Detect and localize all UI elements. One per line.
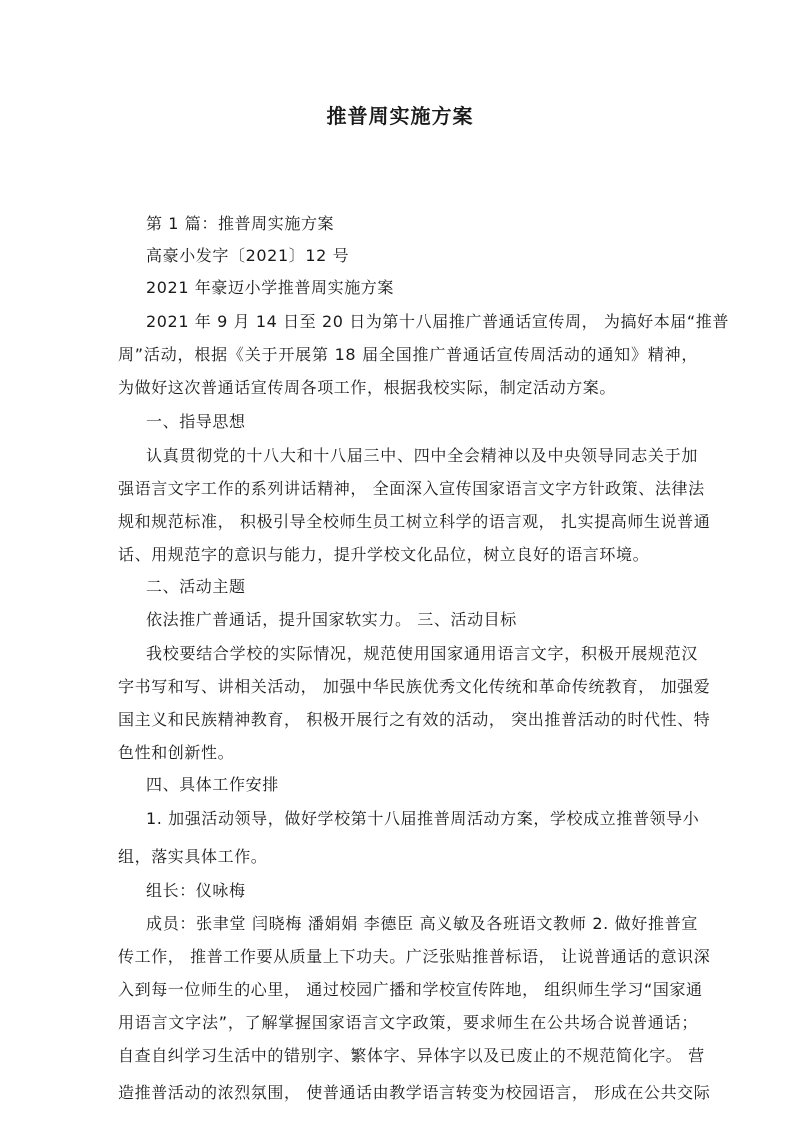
paragraph-line: 组，落实具体工作。: [118, 847, 268, 866]
paragraph-line: 周”活动，根据《关于开展第 18 届全国推广普通话宣传周活动的通知》精神，: [118, 345, 698, 364]
paragraph-line: 我校要结合学校的实际情况，规范使用国家通用语言文字，积极开展规范汉: [146, 644, 698, 663]
heading-guiding-ideology: 一、指导思想: [146, 412, 246, 431]
heading-activity-theme: 二、活动主题: [146, 577, 246, 596]
paragraph-line: 用语言文字法”，了解掌握国家语言文字政策，要求师生在公共场合说普通话；: [118, 1013, 698, 1032]
paragraph-line: 规和规范标准， 积极引导全校师生员工树立科学的语言观， 扎实提高师生说普通: [118, 512, 711, 531]
paragraph-line: 2021 年 9 月 14 日至 20 日为第十八届推广普通话宣传周， 为搞好本届“推普: [146, 312, 729, 331]
subtitle: 2021 年豪迈小学推普周实施方案: [146, 278, 395, 297]
document-title: 推普周实施方案: [326, 104, 474, 128]
paragraph-line: 传工作， 推普工作要从质量上下功夫。广泛张贴推普标语， 让说普通话的意识深: [118, 947, 711, 966]
heading-work-arrangement: 四、具体工作安排: [146, 775, 279, 794]
paragraph-line: 成员：张聿堂 闫晓梅 潘娟娟 李德臣 高义敏及各班语文教师 2. 做好推普宣: [146, 914, 698, 933]
paragraph-line: 1. 加强活动领导，做好学校第十八届推普周活动方案，学校成立推普领导小: [146, 809, 700, 828]
paragraph-line: 话、用规范字的意识与能力，提升学校文化品位，树立良好的语言环境。: [118, 545, 650, 564]
paragraph-line: 入到每一位师生的心里， 通过校园广播和学校宣传阵地， 组织师生学习“国家通: [118, 980, 703, 999]
paragraph-line: 色性和创新性。: [118, 743, 235, 762]
paragraph-line: 认真贯彻党的十八大和十八届三中、四中全会精神以及中央领导同志关于加: [146, 446, 698, 465]
paragraph-line: 自查自纠学习生活中的错别字、繁体字、异体字以及已废止的不规范简化字。 营: [118, 1046, 705, 1065]
section-heading: 第 1 篇：推普周实施方案: [146, 214, 335, 233]
paragraph-line: 依法推广普通话，提升国家软实力。 三、活动目标: [146, 610, 517, 629]
paragraph-line: 强语言文字工作的系列讲话精神， 全面深入宣传国家语言文字方针政策、法律法: [118, 479, 705, 498]
paragraph-line: 造推普活动的浓烈氛围， 使普通话由教学语言转变为校园语言， 形成在公共交际: [118, 1083, 711, 1102]
paragraph-line: 字书写和写、讲相关活动， 加强中华民族优秀文化传统和革命传统教育， 加强爱: [118, 677, 711, 696]
document-number: 高豪小发字〔2021〕12 号: [146, 246, 350, 265]
paragraph-line: 国主义和民族精神教育， 积极开展行之有效的活动， 突出推普活动的时代性、特: [118, 710, 711, 729]
paragraph-line: 为做好这次普通话宣传周各项工作，根据我校实际，制定活动方案。: [118, 378, 617, 397]
team-leader: 组长：仪咏梅: [146, 881, 246, 900]
